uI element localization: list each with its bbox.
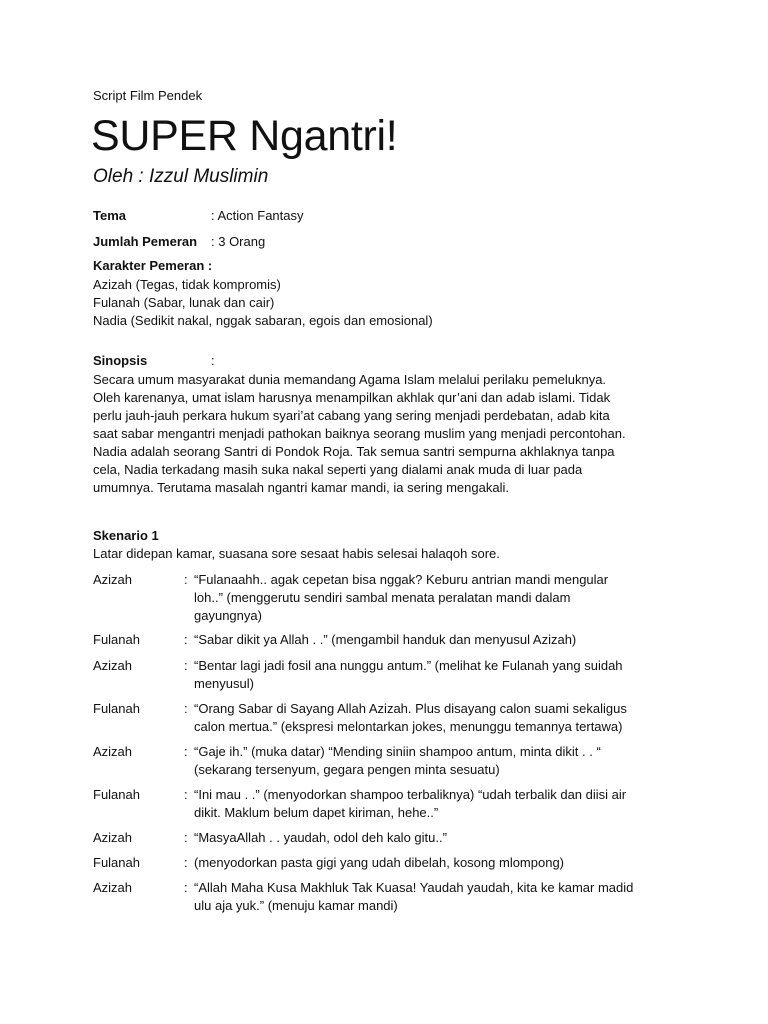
sinopsis-line: cela, Nadia terkadang masih suka nakal seperti yang dialami anak muda di luar pada (93, 462, 583, 477)
dialog-text-line: (sekarang tersenyum, gegara pengen minta sesuatu) (194, 762, 500, 777)
speaker-name: Azizah (93, 658, 133, 673)
dialog-colon: : (184, 701, 188, 716)
dialog-text-line: calon mertua.” (ekspresi melontarkan jokes, menunggu temannya tertawa) (194, 719, 623, 734)
dialog-text-line: “Bentar lagi jadi fosil ana nunggu antum.” (melihat ke Fulanah yang suidah (194, 658, 623, 673)
dialog-text-line: ulu aja yuk.” (menuju kamar mandi) (194, 898, 398, 913)
dialog-text-line: “MasyaAllah . . yaudah, odol deh kalo gitu..” (194, 830, 447, 845)
dialog-colon: : (184, 632, 188, 647)
sinopsis-line: umumnya. Terutama masalah ngantri kamar mandi, ia sering mengakali. (93, 480, 509, 495)
skenario-setting: Latar didepan kamar, suasana sore sesaat habis selesai halaqoh sore. (93, 546, 500, 561)
dialog-colon: : (184, 658, 188, 673)
speaker-name: Azizah (93, 744, 133, 759)
dialog-text (194, 700, 684, 736)
sinopsis-line: Secara umum masyarakat dunia memandang Agama Islam melalui perilaku pemeluknya. (93, 372, 607, 387)
dialog-colon: : (184, 855, 188, 870)
speaker-name: Fulanah (93, 855, 140, 870)
speaker-name: Fulanah (93, 632, 140, 647)
dialog-text-line: “Allah Maha Kusa Makhluk Tak Kuasa! Yaudah yaudah, kita ke kamar madid (194, 880, 634, 895)
dialog-text (194, 829, 684, 847)
sinopsis-line: Nadia adalah seorang Santri di Pondok Roja. Tak semua santri sempurna akhlaknya tanpa (93, 444, 615, 459)
pemeran-value: : 3 Orang (211, 234, 266, 249)
dialog-text (194, 879, 684, 915)
dialog-text-line: “Orang Sabar di Sayang Allah Azizah. Plus disayang calon suami sekaligus (194, 701, 627, 716)
dialog-text (194, 786, 684, 822)
dialog-text-line: (menyodorkan pasta gigi yang udah dibelah, kosong mlompong) (194, 855, 565, 870)
tema-value: : Action Fantasy (211, 208, 304, 223)
dialog-text-line: gayungnya) (194, 608, 262, 623)
dialog-text (194, 743, 684, 779)
speaker-name: Fulanah (93, 787, 140, 802)
speaker-name: Azizah (93, 572, 133, 587)
sinopsis-line: saat sabar mengantri menjadi pathokan baiknya seorang muslim yang menjadi percontohan. (93, 426, 626, 441)
pemeran-label: Jumlah Pemeran (93, 234, 198, 249)
speaker-name: Fulanah (93, 701, 140, 716)
dialog-text (194, 631, 684, 649)
karakter-item: Nadia (Sedikit nakal, nggak sabaran, egois dan emosional) (93, 313, 433, 328)
karakter-item: Fulanah (Sabar, lunak dan cair) (93, 295, 275, 310)
speaker-name: Azizah (93, 830, 133, 845)
karakter-label: Karakter Pemeran : (93, 258, 213, 273)
dialog-text-line: “Fulanaahh.. agak cepetan bisa nggak? Keburu antrian mandi mengular (194, 572, 609, 587)
dialog-text (194, 657, 684, 693)
dialog-colon: : (184, 572, 188, 587)
sinopsis-label: Sinopsis (93, 353, 148, 368)
sinopsis-line: perlu jauh-jauh perkara hukum syari’at cabang yang sering menjadi perdebatan, adab kita (93, 408, 610, 423)
doc-author: Oleh : Izzul Muslimin (93, 166, 269, 187)
sinopsis-colon: : (211, 353, 215, 368)
dialog-colon: : (184, 880, 188, 895)
dialog-text-line: menyusul) (194, 676, 254, 691)
dialog-text (194, 571, 684, 625)
karakter-item: Azizah (Tegas, tidak kompromis) (93, 277, 281, 292)
skenario-label: Skenario 1 (93, 528, 159, 543)
doc-title: SUPER Ngantri! (91, 112, 398, 160)
dialog-text-line: “Ini mau . .” (menyodorkan shampoo terbaliknya) “udah terbalik dan diisi air (194, 787, 627, 802)
sinopsis-text (93, 371, 693, 497)
dialog-colon: : (184, 787, 188, 802)
dialog-colon: : (184, 744, 188, 759)
dialog-text-line: “Sabar dikit ya Allah . .” (mengambil handuk dan menyusul Azizah) (194, 632, 577, 647)
dialog-text-line: dikit. Maklum belum dapet kiriman, hehe..” (194, 805, 439, 820)
tema-label: Tema (93, 208, 126, 223)
sinopsis-line: Oleh karenanya, umat islam harusnya menampilkan akhlak qur’ani dan adab islami. Tidak (93, 390, 611, 405)
dialog-text-line: loh..” (menggerutu sendiri sambal menata peralatan mandi dalam (194, 590, 571, 605)
doc-subtitle: Script Film Pendek (93, 88, 203, 103)
dialog-text (194, 854, 684, 872)
dialog-text-line: “Gaje ih.” (muka datar) “Mending siniin shampoo antum, minta dikit . . “ (194, 744, 601, 759)
speaker-name: Azizah (93, 880, 133, 895)
dialog-colon: : (184, 830, 188, 845)
